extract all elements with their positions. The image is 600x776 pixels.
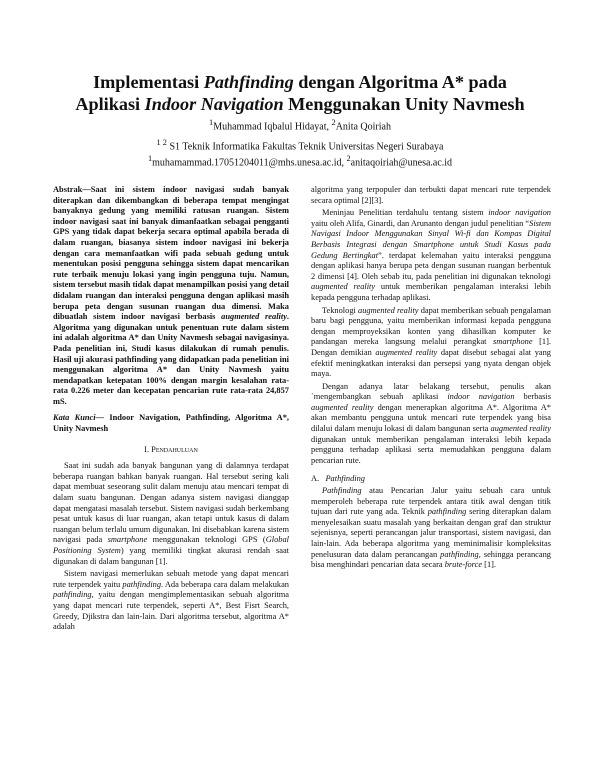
- author-2: Anita Qoiriah: [335, 121, 391, 133]
- intro-paragraph-2: Sistem navigasi memerlukan sebuah metode yang dapat mencari rute terpendek yaitu pathfinding. Ada beberapa cara dalam melakukan pathfinding, yaitu dengan mengimplementasikan sebuah algoritma yang dapat mencari rute terpendek, seperti A*, Best Fisrt Search, Greedy, Djikstra dan lain-lain. Dari algoritma tersebut, algoritma A* adalah: [53, 569, 289, 632]
- email-1: muhamammad.17051204011@mhs.unesa.ac.id,: [152, 157, 347, 169]
- author-list: $^1$Muhammad Iqbalul Hidayat, $^2$Anita Qoiriah: [209, 118, 391, 133]
- abstract: Abstrak—Saat ini sistem indoor navigasi sudah banyak diterapkan dan dikembangkan di beberapa tempat mengingat banyaknya gedung yang memiliki ratusan ruangan. Sistem indoor navigasi saat ini banyak dimanfaatkan sebagai pengganti GPS yang tidak dapat bekerja secara optimal apabila berada di dalam ruangan, biasanya sistem indoor navigasi ini bekerja dengan cara memanfaatkan wifi pada sebuah gedung untuk menentukan posisi pengguna sehingga sistem dapat mencarikan rute terbaik menuju lokasi yang ingin pengguna tuju. Namun, sistem tersebut masih tidak dapat menampilkan posisi yang detail didalam ruangan dan interaksi pengguna dengan aplikasi masih berupa peta dengan susunan ruangan dua dimensi. Maka dibuatlah sistem indoor navigasi berbasis augmented reality. Algoritma yang digunakan untuk penentuan rute dalam sistem ini adalah algoritma A* dan Unity Navmesh sebagai navigasinya. Pada penelitian ini, Studi kasus dilakukan di rumah penulis. Hasil uji akurasi pathfinding yang didapatkan pada penelitian ini menggunakan algoritma A* dan Unity Navmesh yaitu mendapatkan ketepatan 100% dengan margin kesalahan rata-rata 0.226 meter dan kecepatan pencarian rute rata-rata 24,857 mS.: [53, 185, 290, 406]
- title-line1: Implementasi Pathfinding dengan Algoritma A* pada: [93, 72, 507, 92]
- email-list: $^1$muhamammad.17051204011@mhs.unesa.ac.id, $^2$anitaqoiriah@unesa.ac.id: [147, 154, 453, 169]
- title-line2: Aplikasi Indoor Navigation Menggunakan Unity Navmesh: [75, 94, 525, 114]
- subsection-heading-pathfinding: A. Pathfinding: [311, 474, 365, 484]
- intro-paragraph-4: Teknologi augmented reality dapat memberikan sebuah pengalaman baru bagi pengguna, yaitu memberikan informasi kepada pengguna dengan memproyeksikan konten yang dihasilkan komputer ke pandangan mereka langsung melalui perangkat smartphone [1]. Dengan demikian augmented reality dapat disebut sebagai alat yang efektif meningkatkan interaksi dan persepsi yang nyata dengan objek maya.: [311, 305, 551, 379]
- author-1: Muhammad Iqbalul Hidayat,: [213, 121, 332, 133]
- affiliation: $^{1 2}$ S1 Teknik Informatika Fakultas Teknik Universitas Negeri Surabaya: [156, 138, 444, 153]
- right-column: [311, 185, 551, 571]
- intro-paragraph-5: Dengan adanya latar belakang tersebut, penulis akan `mengembangkan sebuah aplikasi indoor navigation berbasis augmented reality dengan menerapkan algoritma A*. Algoritma A* akan membantu pengguna untuk mencari rute terpendek yang bisa dilalui dalam menuju lokasi di dalam bangunan serta augmented reality digunakan untuk memberikan pengalaman interaksi lebih kepada pengguna terhadap aplikasi serta memudahkan pengguna dalam pencarian rute.: [311, 381, 551, 465]
- paper-title: [40, 71, 560, 115]
- intro-paragraph-3: Meninjau Penelitian terdahulu tentang sistem indoor navigation yaitu oleh Alifa, Ginardi, dan Arunanto dengan judul penelitian “Sistem Navigasi Indoor Menggunakan Sinyal Wi-fi dan Kompas Digital Berbasis Integrasi dengan Smartphone untuk Studi Kasus pada Gedung Bertingkat”. terdapat kelemahan yaitu interaksi pengguna dengan aplikasi hanya berupa peta dengan susunan ruangan berbentuk 2 dimensi [4]. Oleh sebab itu, pada penelitian ini digunakan teknologi augmented reality untuk memberikan pengalaman interaksi lebih kepada pengguna terhadap aplikasi.: [311, 208, 551, 302]
- section-heading-pendahuluan: I. Pendahuluan: [144, 444, 198, 454]
- keywords: Kata Kunci— Indoor Navigation, Pathfinding, Algoritma A*, Unity Navmesh: [53, 413, 290, 434]
- email-2: anitaqoiriah@unesa.ac.id: [350, 157, 453, 169]
- pathfinding-paragraph: Pathfinding atau Pencarian Jalur yaitu sebuah cara untuk memperoleh beberapa rute terpendek antara titik awal dengan titik tujuan dari rute yang ada. Teknik pathfinding sering diterapkan dalam menyelesaikan suatu masalah yang berkaitan dengan graf dan struktur sejenisnya, seperti perancangan jalur transportasi, sistem navigasi, dan lain-lain. Ada beberapa algoritma yang meminimalisir kompleksitas penelusuran data dalam perancangan pathfinding, sehingga perancang bisa menghindari pencarian data secara brute-force [1].: [311, 486, 551, 570]
- intro-paragraph-1: Saat ini sudah ada banyak bangunan yang di dalamnya terdapat beberapa ruangan bahkan banyak ruangan. Hal tersebut sering kali dapat membuat seseorang sulit dalam menuju atau mencari tempat di dalam suatu bangunan. Dengan adanya sistem navigasi dianggap dapat mengatasi masalah tersebut. Sistem navigasi sudah berkembang pesat untuk kasus di luar ruangan, akan tetapi untuk kasus di dalam ruangan belum terlalu umum digunakan. Ini disebabkan karena sistem navigasi pada smartphone menggunakan teknologi GPS (Global Positioning System) yang memiliki tingkat akurasi rendah saat digunakan di dalam bangunan [1].: [53, 461, 289, 566]
- left-column: [53, 185, 289, 633]
- intro-paragraph-2-cont: algoritma yang terpopuler dan terbukti dapat mencari rute terpendek secara optimal [2][3].: [311, 185, 551, 205]
